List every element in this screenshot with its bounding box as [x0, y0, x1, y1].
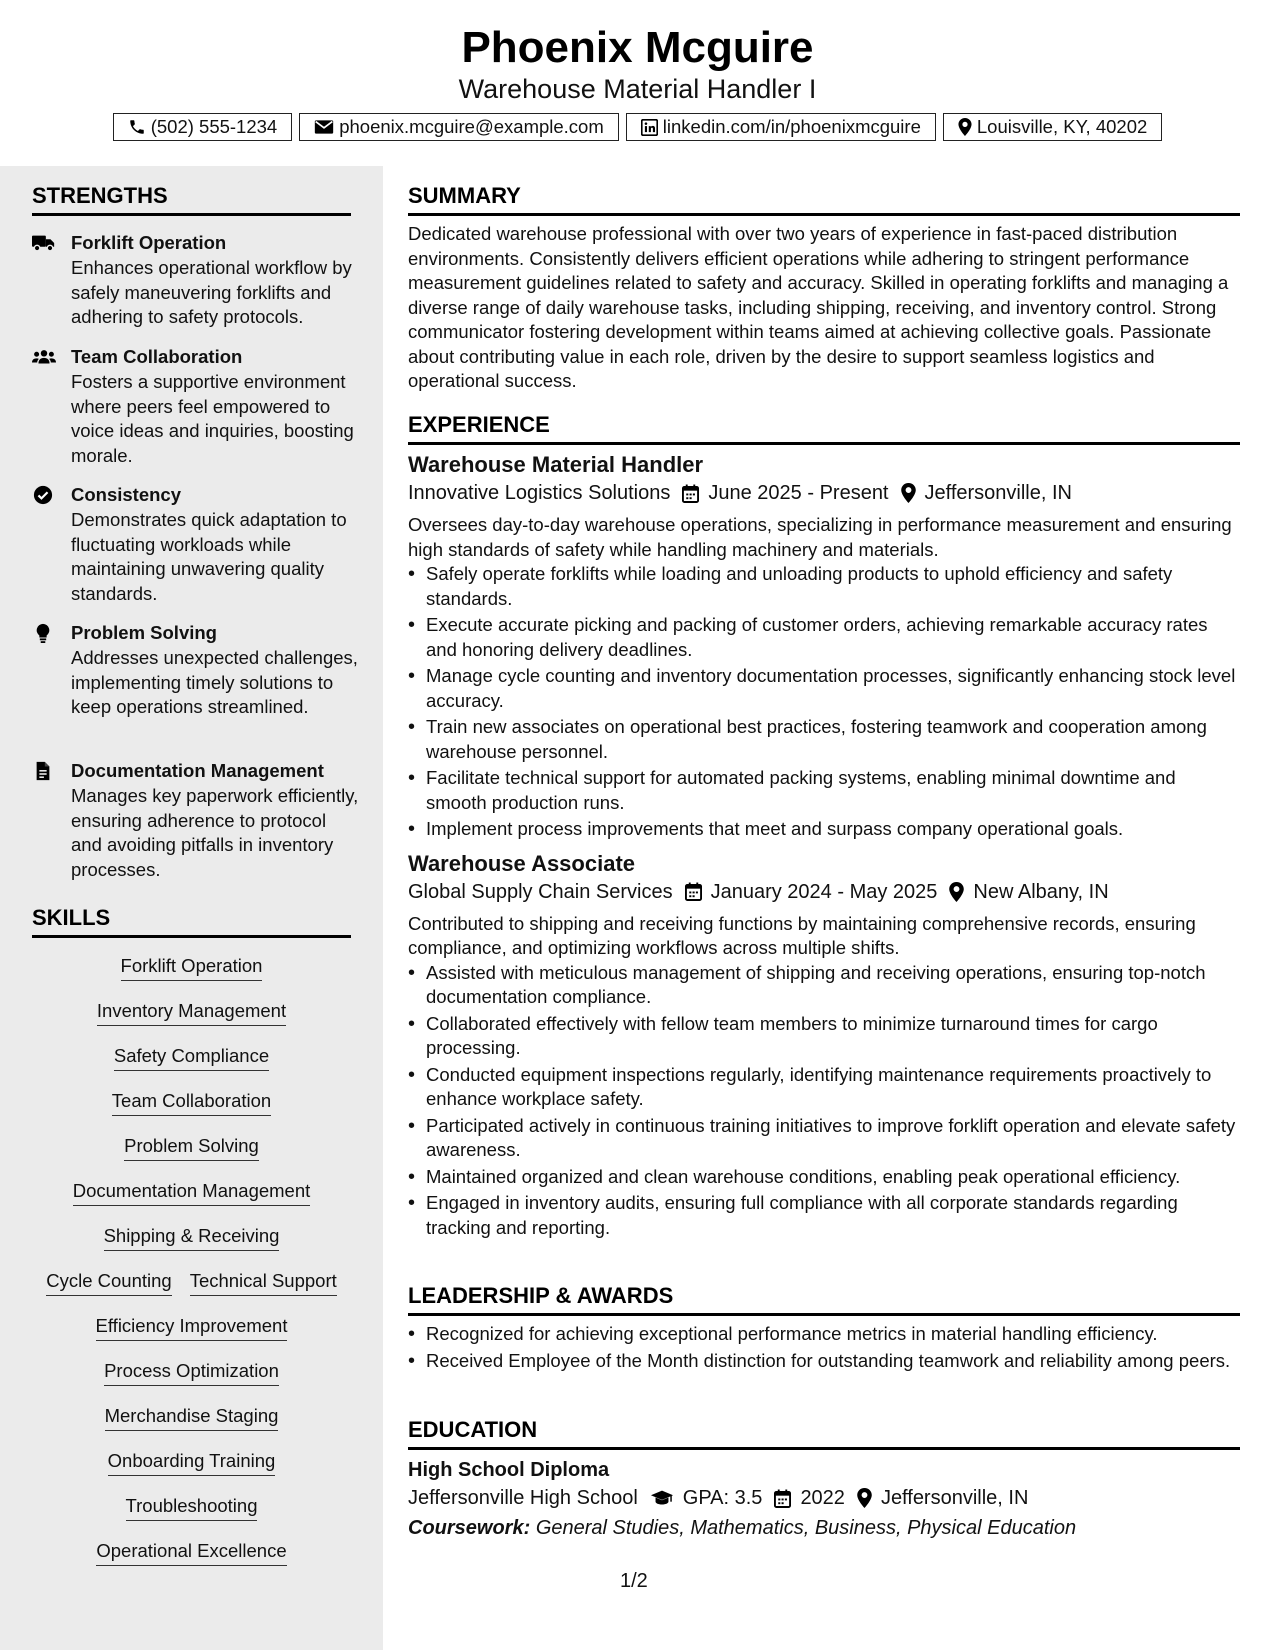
gpa: GPA: 3.5	[682, 1487, 763, 1509]
education-heading: EDUCATION	[408, 1416, 1240, 1450]
bullet-item: • Assisted with meticulous management of shipping and receiving operations, ensuring top-notch documentation compliance.	[426, 961, 1240, 1010]
strength-title: Documentation Management	[71, 760, 324, 781]
sidebar	[0, 166, 383, 1650]
phone-icon	[128, 118, 146, 136]
skill-tag: Merchandise Staging	[105, 1404, 279, 1431]
strength-title: Forklift Operation	[71, 232, 227, 253]
coursework-label: Coursework:	[408, 1517, 531, 1539]
coursework	[408, 1514, 1240, 1542]
leadership-section	[408, 1282, 1240, 1375]
skill-tag: Process Optimization	[104, 1359, 279, 1386]
calendar-icon	[774, 1489, 791, 1508]
strength-description: Fosters a supportive environment where peers feel empowered to voice ideas and inquiries, boosting morale.	[71, 371, 354, 466]
contact-location	[943, 113, 1162, 141]
contact-email[interactable]	[299, 113, 619, 141]
truck-icon	[32, 233, 56, 253]
contact-phone[interactable]	[113, 113, 293, 141]
calendar-icon	[685, 882, 702, 901]
school-location: Jeffersonville, IN	[880, 1487, 1029, 1509]
skill-tag: Technical Support	[190, 1269, 337, 1296]
job-entry	[408, 850, 1240, 1241]
job-meta	[408, 479, 1240, 507]
job-role: Warehouse Associate	[408, 850, 636, 876]
map-pin-icon	[901, 483, 916, 503]
leadership-bullets	[408, 1322, 1240, 1373]
strength-title: Team Collaboration	[71, 346, 243, 367]
bullet-item: • Recognized for achieving exceptional performance metrics in material handling efficiency.	[426, 1322, 1240, 1347]
job-location: New Albany, IN	[973, 880, 1109, 903]
skill-tag: Problem Solving	[124, 1134, 259, 1161]
skill-tag: Shipping & Receiving	[104, 1224, 280, 1251]
strength-description: Addresses unexpected challenges, implementing timely solutions to keep operations streamlined.	[71, 647, 358, 717]
envelope-icon	[314, 119, 334, 135]
skill-tag: Inventory Management	[97, 999, 286, 1026]
job-bullets	[408, 961, 1240, 1241]
skill-tag: Onboarding Training	[108, 1449, 276, 1476]
skill-tag: Efficiency Improvement	[96, 1314, 288, 1341]
company-name: Global Supply Chain Services	[408, 880, 673, 903]
skill-tag: Safety Compliance	[114, 1044, 269, 1071]
check-circle-icon	[32, 485, 56, 505]
contact-bar	[0, 113, 1275, 141]
calendar-icon	[682, 484, 699, 503]
education-meta	[408, 1484, 1240, 1512]
bullet-item: • Received Employee of the Month distinction for outstanding teamwork and reliability among peers.	[426, 1349, 1240, 1374]
job-entry	[408, 451, 1240, 842]
summary-text: Dedicated warehouse professional with over two years of experience in fast-paced distribution environments. Consistently delivers efficient operations while adhering to stringent performance measurement guidelines related to safety and accuracy. Skilled in operating forklifts and managing a diverse range of daily warehouse tasks, including shipping, receiving, and inventory control. Strong communicator fostering development within teams aimed at achieving collective goals. Passionate about contributing value in each role, driven by the desire to support seamless logistics and operational success.	[408, 223, 1229, 391]
bullet-item: • Conducted equipment inspections regularly, identifying maintenance requirements proactively to enhance workplace safety.	[426, 1063, 1240, 1112]
summary-heading: SUMMARY	[408, 182, 1240, 216]
candidate-name: Phoenix Mcguire	[461, 23, 814, 72]
job-location: Jeffersonville, IN	[924, 482, 1072, 504]
bullet-item: • Train new associates on operational best practices, fostering teamwork and cooperation among warehouse personnel.	[426, 715, 1240, 764]
strength-title: Consistency	[71, 484, 182, 505]
summary-section	[408, 182, 1240, 394]
map-pin-icon	[857, 1488, 872, 1508]
job-title: Warehouse Material Handler I	[458, 74, 817, 104]
bullet-item: • Participated actively in continuous training initiatives to improve forklift operation and elevate safety awareness.	[426, 1114, 1240, 1163]
skill-tag: Forklift Operation	[121, 954, 263, 981]
degree-name: High School Diploma	[408, 1459, 610, 1481]
page-number: 1/2	[620, 1570, 648, 1592]
bullet-item: • Manage cycle counting and inventory documentation processes, significantly enhancing stock level accuracy.	[426, 664, 1240, 713]
strengths-heading: STRENGTHS	[32, 182, 351, 216]
job-bullets	[408, 562, 1240, 842]
bullet-item: • Facilitate technical support for automated packing systems, enabling minimal downtime and smooth production runs.	[426, 766, 1240, 815]
skill-tag: Team Collaboration	[112, 1089, 271, 1116]
bullet-item: • Maintained organized and clean warehouse conditions, enabling peak operational efficiency.	[426, 1165, 1240, 1190]
bullet-item: • Implement process improvements that meet and surpass company operational goals.	[426, 817, 1240, 842]
linkedin-text: linkedin.com/in/phoenixmcguire	[662, 116, 921, 137]
bullet-item: • Safely operate forklifts while loading and unloading products to uphold efficiency and safety standards.	[426, 562, 1240, 611]
contact-linkedin[interactable]	[626, 113, 936, 141]
bullet-item: • Execute accurate picking and packing of customer orders, achieving remarkable accuracy rates and honoring delivery deadlines.	[426, 613, 1240, 662]
skill-tag: Troubleshooting	[126, 1494, 258, 1521]
skills-list	[32, 954, 351, 1584]
job-description: Oversees day-to-day warehouse operations, specializing in performance measurement and ensuring high standards of safety while handling machinery and materials.	[408, 514, 1232, 560]
strength-description: Enhances operational workflow by safely maneuvering forklifts and adhering to safety protocols.	[71, 257, 352, 327]
map-pin-icon	[949, 882, 964, 902]
job-dates: June 2025 - Present	[708, 482, 889, 504]
job-description: Contributed to shipping and receiving functions by maintaining comprehensive records, ensuring compliance, and optimizing workflows across multiple shifts.	[408, 912, 1196, 958]
skills-heading: SKILLS	[32, 904, 351, 938]
linkedin-icon	[641, 119, 658, 136]
strength-title: Problem Solving	[71, 622, 217, 643]
document-icon	[32, 761, 56, 781]
coursework-list: General Studies, Mathematics, Business, Physical Education	[535, 1517, 1077, 1539]
phone-text: (502) 555-1234	[150, 116, 278, 137]
skill-tag: Documentation Management	[73, 1179, 311, 1206]
bullet-item: • Engaged in inventory audits, ensuring full compliance with all corporate standards regarding tracking and reporting.	[426, 1191, 1240, 1240]
leadership-heading: LEADERSHIP & AWARDS	[408, 1282, 1240, 1316]
graduation-cap-icon	[650, 1489, 674, 1507]
skill-tag: Operational Excellence	[96, 1539, 286, 1566]
experience-heading: EXPERIENCE	[408, 411, 1240, 445]
graduation-year: 2022	[800, 1487, 845, 1509]
job-dates: January 2024 - May 2025	[710, 880, 938, 903]
lightbulb-icon	[32, 623, 56, 643]
education-section	[408, 1416, 1240, 1542]
company-name: Innovative Logistics Solutions	[408, 482, 671, 504]
strength-description: Manages key paperwork efficiently, ensuring adherence to protocol and avoiding pitfalls in inventory processes.	[71, 785, 359, 880]
users-icon	[32, 347, 56, 367]
map-pin-icon	[958, 118, 972, 136]
job-role: Warehouse Material Handler	[408, 452, 704, 477]
job-meta	[408, 878, 1240, 906]
location-text: Louisville, KY, 40202	[976, 116, 1148, 137]
skill-tag: Cycle Counting	[46, 1269, 171, 1296]
bullet-item: • Collaborated effectively with fellow team members to minimize turnaround times for cargo processing.	[426, 1012, 1240, 1061]
email-text: phoenix.mcguire@example.com	[339, 116, 604, 137]
strength-description: Demonstrates quick adaptation to fluctuating workloads while maintaining unwavering quality standards.	[71, 509, 347, 604]
school-name: Jeffersonville High School	[408, 1487, 638, 1509]
experience-section	[408, 411, 1240, 1242]
